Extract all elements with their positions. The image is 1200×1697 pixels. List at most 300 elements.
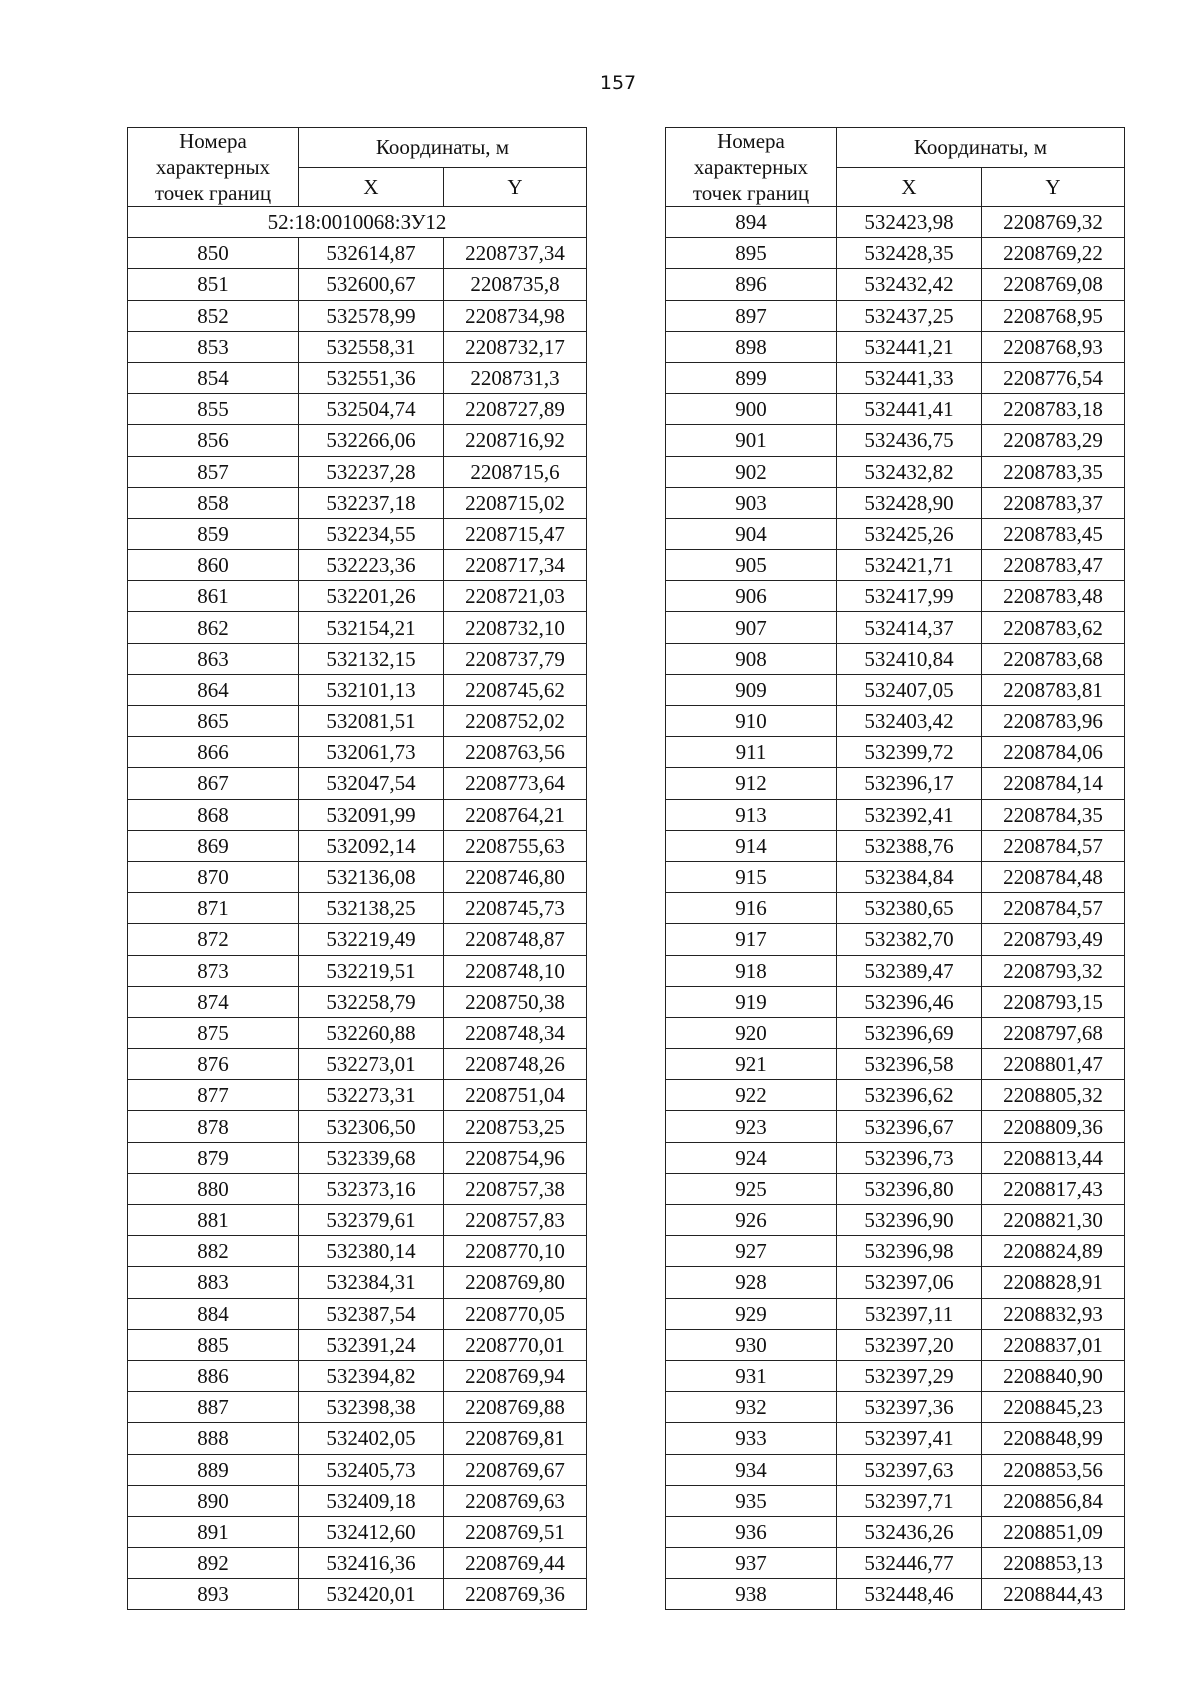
table-row — [128, 924, 587, 955]
y-coordinate-cell: 2208769,80 — [444, 1267, 587, 1298]
header-point-number-line: точек границ — [692, 181, 810, 205]
x-coordinate-cell: 532379,61 — [299, 1205, 444, 1236]
table-row — [128, 1548, 587, 1579]
y-coordinate-cell: 2208848,99 — [982, 1423, 1125, 1454]
y-coordinate-cell: 2208784,57 — [982, 893, 1125, 924]
x-coordinate-cell: 532306,50 — [299, 1111, 444, 1142]
y-coordinate-cell: 2208750,38 — [444, 986, 587, 1017]
point-number-cell: 882 — [128, 1236, 299, 1267]
y-coordinate-cell: 2208783,81 — [982, 674, 1125, 705]
point-number-cell: 931 — [666, 1360, 837, 1391]
y-coordinate-cell: 2208784,14 — [982, 768, 1125, 799]
y-coordinate-cell: 2208757,83 — [444, 1205, 587, 1236]
y-coordinate-cell: 2208757,38 — [444, 1173, 587, 1204]
table-row — [666, 518, 1125, 549]
x-coordinate-cell: 532260,88 — [299, 1017, 444, 1048]
table-row — [666, 924, 1125, 955]
point-number-cell: 869 — [128, 830, 299, 861]
x-coordinate-cell: 532389,47 — [837, 955, 982, 986]
point-number-cell: 895 — [666, 238, 837, 269]
y-coordinate-cell: 2208783,18 — [982, 394, 1125, 425]
x-coordinate-cell: 532382,70 — [837, 924, 982, 955]
table-row — [666, 1392, 1125, 1423]
point-number-cell: 884 — [128, 1298, 299, 1329]
y-coordinate-cell: 2208715,47 — [444, 518, 587, 549]
x-coordinate-cell: 532416,36 — [299, 1548, 444, 1579]
table-row — [128, 1111, 587, 1142]
x-coordinate-cell: 532504,74 — [299, 394, 444, 425]
header-point-number-line: Номера — [179, 129, 247, 153]
point-number-cell: 922 — [666, 1080, 837, 1111]
header-y: Y — [982, 167, 1125, 207]
y-coordinate-cell: 2208717,34 — [444, 550, 587, 581]
x-coordinate-cell: 532600,67 — [299, 269, 444, 300]
x-coordinate-cell: 532428,90 — [837, 487, 982, 518]
x-coordinate-cell: 532373,16 — [299, 1173, 444, 1204]
point-number-cell: 914 — [666, 830, 837, 861]
point-number-cell: 905 — [666, 550, 837, 581]
x-coordinate-cell: 532414,37 — [837, 612, 982, 643]
y-coordinate-cell: 2208748,10 — [444, 955, 587, 986]
table-row — [666, 238, 1125, 269]
table-row — [666, 425, 1125, 456]
table-row — [666, 706, 1125, 737]
table-row — [128, 518, 587, 549]
point-number-cell: 911 — [666, 737, 837, 768]
point-number-cell: 877 — [128, 1080, 299, 1111]
x-coordinate-cell: 532391,24 — [299, 1329, 444, 1360]
point-number-cell: 904 — [666, 518, 837, 549]
y-coordinate-cell: 2208784,48 — [982, 861, 1125, 892]
point-number-cell: 867 — [128, 768, 299, 799]
x-coordinate-cell: 532092,14 — [299, 830, 444, 861]
y-coordinate-cell: 2208770,01 — [444, 1329, 587, 1360]
header-point-number — [666, 128, 837, 207]
x-coordinate-cell: 532396,17 — [837, 768, 982, 799]
table-row — [666, 207, 1125, 238]
x-coordinate-cell: 532396,62 — [837, 1080, 982, 1111]
y-coordinate-cell: 2208764,21 — [444, 799, 587, 830]
point-number-cell: 909 — [666, 674, 837, 705]
y-coordinate-cell: 2208776,54 — [982, 362, 1125, 393]
y-coordinate-cell: 2208748,87 — [444, 924, 587, 955]
table-row — [128, 1017, 587, 1048]
y-coordinate-cell: 2208734,98 — [444, 300, 587, 331]
y-coordinate-cell: 2208769,22 — [982, 238, 1125, 269]
y-coordinate-cell: 2208840,90 — [982, 1360, 1125, 1391]
table-row — [666, 1485, 1125, 1516]
x-coordinate-cell: 532388,76 — [837, 830, 982, 861]
y-coordinate-cell: 2208793,49 — [982, 924, 1125, 955]
y-coordinate-cell: 2208746,80 — [444, 861, 587, 892]
table-row — [128, 612, 587, 643]
point-number-cell: 896 — [666, 269, 837, 300]
table-row — [666, 1080, 1125, 1111]
table-row — [666, 1173, 1125, 1204]
point-number-cell: 857 — [128, 456, 299, 487]
point-number-cell: 907 — [666, 612, 837, 643]
table-row — [666, 986, 1125, 1017]
header-x: X — [299, 167, 444, 207]
y-coordinate-cell: 2208783,37 — [982, 487, 1125, 518]
point-number-cell: 898 — [666, 331, 837, 362]
table-row — [666, 1548, 1125, 1579]
point-number-cell: 886 — [128, 1360, 299, 1391]
table-row — [128, 861, 587, 892]
point-number-cell: 925 — [666, 1173, 837, 1204]
table-row — [128, 1516, 587, 1547]
y-coordinate-cell: 2208783,62 — [982, 612, 1125, 643]
y-coordinate-cell: 2208737,34 — [444, 238, 587, 269]
point-number-cell: 880 — [128, 1173, 299, 1204]
y-coordinate-cell: 2208732,10 — [444, 612, 587, 643]
y-coordinate-cell: 2208768,95 — [982, 300, 1125, 331]
coordinates-table-right — [665, 127, 1125, 1610]
y-coordinate-cell: 2208770,05 — [444, 1298, 587, 1329]
y-coordinate-cell: 2208824,89 — [982, 1236, 1125, 1267]
y-coordinate-cell: 2208768,93 — [982, 331, 1125, 362]
x-coordinate-cell: 532138,25 — [299, 893, 444, 924]
x-coordinate-cell: 532396,80 — [837, 1173, 982, 1204]
y-coordinate-cell: 2208769,88 — [444, 1392, 587, 1423]
header-point-number — [128, 128, 299, 207]
point-number-cell: 858 — [128, 487, 299, 518]
x-coordinate-cell: 532399,72 — [837, 737, 982, 768]
table-row — [666, 955, 1125, 986]
table-row — [666, 1236, 1125, 1267]
table-row — [128, 362, 587, 393]
y-coordinate-cell: 2208783,68 — [982, 643, 1125, 674]
x-coordinate-cell: 532266,06 — [299, 425, 444, 456]
right-table-body — [666, 207, 1125, 1610]
point-number-cell: 897 — [666, 300, 837, 331]
x-coordinate-cell: 532396,46 — [837, 986, 982, 1017]
x-coordinate-cell: 532396,98 — [837, 1236, 982, 1267]
x-coordinate-cell: 532578,99 — [299, 300, 444, 331]
point-number-cell: 908 — [666, 643, 837, 674]
x-coordinate-cell: 532436,75 — [837, 425, 982, 456]
table-row — [128, 550, 587, 581]
y-coordinate-cell: 2208784,35 — [982, 799, 1125, 830]
table-row — [666, 643, 1125, 674]
table-row — [666, 269, 1125, 300]
point-number-cell: 936 — [666, 1516, 837, 1547]
point-number-cell: 899 — [666, 362, 837, 393]
table-row — [128, 1485, 587, 1516]
header-coordinates: Координаты, м — [299, 128, 587, 168]
y-coordinate-cell: 2208735,8 — [444, 269, 587, 300]
point-number-cell: 937 — [666, 1548, 837, 1579]
x-coordinate-cell: 532403,42 — [837, 706, 982, 737]
point-number-cell: 932 — [666, 1392, 837, 1423]
y-coordinate-cell: 2208845,23 — [982, 1392, 1125, 1423]
point-number-cell: 870 — [128, 861, 299, 892]
x-coordinate-cell: 532258,79 — [299, 986, 444, 1017]
header-point-number-line: характерных — [693, 155, 809, 179]
table-row — [666, 861, 1125, 892]
point-number-cell: 910 — [666, 706, 837, 737]
y-coordinate-cell: 2208769,67 — [444, 1454, 587, 1485]
point-number-cell: 933 — [666, 1423, 837, 1454]
table-row — [666, 1142, 1125, 1173]
x-coordinate-cell: 532101,13 — [299, 674, 444, 705]
table-row — [666, 1579, 1125, 1610]
table-row — [128, 1236, 587, 1267]
table-row — [666, 1360, 1125, 1391]
x-coordinate-cell: 532437,25 — [837, 300, 982, 331]
point-number-cell: 887 — [128, 1392, 299, 1423]
y-coordinate-cell: 2208769,51 — [444, 1516, 587, 1547]
y-coordinate-cell: 2208755,63 — [444, 830, 587, 861]
x-coordinate-cell: 532061,73 — [299, 737, 444, 768]
x-coordinate-cell: 532441,33 — [837, 362, 982, 393]
x-coordinate-cell: 532201,26 — [299, 581, 444, 612]
y-coordinate-cell: 2208797,68 — [982, 1017, 1125, 1048]
x-coordinate-cell: 532394,82 — [299, 1360, 444, 1391]
y-coordinate-cell: 2208851,09 — [982, 1516, 1125, 1547]
point-number-cell: 875 — [128, 1017, 299, 1048]
point-number-cell: 862 — [128, 612, 299, 643]
y-coordinate-cell: 2208753,25 — [444, 1111, 587, 1142]
y-coordinate-cell: 2208770,10 — [444, 1236, 587, 1267]
y-coordinate-cell: 2208737,79 — [444, 643, 587, 674]
x-coordinate-cell: 532219,51 — [299, 955, 444, 986]
x-coordinate-cell: 532397,29 — [837, 1360, 982, 1391]
table-row — [666, 487, 1125, 518]
y-coordinate-cell: 2208832,93 — [982, 1298, 1125, 1329]
point-number-cell: 913 — [666, 799, 837, 830]
y-coordinate-cell: 2208783,29 — [982, 425, 1125, 456]
table-row — [666, 331, 1125, 362]
table-row — [128, 643, 587, 674]
y-coordinate-cell: 2208748,34 — [444, 1017, 587, 1048]
point-number-cell: 921 — [666, 1049, 837, 1080]
point-number-cell: 917 — [666, 924, 837, 955]
header-point-number-line: точек границ — [154, 181, 272, 205]
header-x: X — [837, 167, 982, 207]
point-number-cell: 906 — [666, 581, 837, 612]
table-row — [128, 269, 587, 300]
y-coordinate-cell: 2208769,08 — [982, 269, 1125, 300]
y-coordinate-cell: 2208783,45 — [982, 518, 1125, 549]
x-coordinate-cell: 532446,77 — [837, 1548, 982, 1579]
table-row — [666, 1423, 1125, 1454]
table-row — [666, 1205, 1125, 1236]
table-row — [666, 1267, 1125, 1298]
x-coordinate-cell: 532432,82 — [837, 456, 982, 487]
table-row — [128, 487, 587, 518]
point-number-cell: 863 — [128, 643, 299, 674]
table-row — [666, 1049, 1125, 1080]
table-row — [666, 737, 1125, 768]
point-number-cell: 891 — [128, 1516, 299, 1547]
point-number-cell: 850 — [128, 238, 299, 269]
table-row — [128, 1423, 587, 1454]
x-coordinate-cell: 532397,20 — [837, 1329, 982, 1360]
y-coordinate-cell: 2208853,56 — [982, 1454, 1125, 1485]
x-coordinate-cell: 532397,36 — [837, 1392, 982, 1423]
y-coordinate-cell: 2208783,47 — [982, 550, 1125, 581]
y-coordinate-cell: 2208821,30 — [982, 1205, 1125, 1236]
point-number-cell: 918 — [666, 955, 837, 986]
table-row — [128, 331, 587, 362]
point-number-cell: 892 — [128, 1548, 299, 1579]
x-coordinate-cell: 532441,41 — [837, 394, 982, 425]
table-row — [128, 1329, 587, 1360]
x-coordinate-cell: 532448,46 — [837, 1579, 982, 1610]
y-coordinate-cell: 2208784,06 — [982, 737, 1125, 768]
table-row — [666, 1017, 1125, 1048]
point-number-cell: 902 — [666, 456, 837, 487]
y-coordinate-cell: 2208715,6 — [444, 456, 587, 487]
table-row — [666, 1111, 1125, 1142]
point-number-cell: 878 — [128, 1111, 299, 1142]
x-coordinate-cell: 532397,41 — [837, 1423, 982, 1454]
table-row — [666, 456, 1125, 487]
y-coordinate-cell: 2208745,62 — [444, 674, 587, 705]
table-row — [128, 1298, 587, 1329]
table-row — [128, 674, 587, 705]
point-number-cell: 901 — [666, 425, 837, 456]
y-coordinate-cell: 2208813,44 — [982, 1142, 1125, 1173]
x-coordinate-cell: 532154,21 — [299, 612, 444, 643]
x-coordinate-cell: 532396,69 — [837, 1017, 982, 1048]
point-number-cell: 938 — [666, 1579, 837, 1610]
y-coordinate-cell: 2208784,57 — [982, 830, 1125, 861]
table-row — [666, 1329, 1125, 1360]
point-number-cell: 890 — [128, 1485, 299, 1516]
x-coordinate-cell: 532273,01 — [299, 1049, 444, 1080]
table-row — [128, 1049, 587, 1080]
x-coordinate-cell: 532339,68 — [299, 1142, 444, 1173]
table-row — [128, 1205, 587, 1236]
y-coordinate-cell: 2208853,13 — [982, 1548, 1125, 1579]
x-coordinate-cell: 532551,36 — [299, 362, 444, 393]
x-coordinate-cell: 532407,05 — [837, 674, 982, 705]
y-coordinate-cell: 2208769,44 — [444, 1548, 587, 1579]
point-number-cell: 873 — [128, 955, 299, 986]
header-point-number-line: Номера — [717, 129, 785, 153]
table-row — [128, 425, 587, 456]
table-row — [128, 581, 587, 612]
table-row — [666, 893, 1125, 924]
table-row — [128, 300, 587, 331]
y-coordinate-cell: 2208716,92 — [444, 425, 587, 456]
table-row — [128, 1579, 587, 1610]
table-row — [128, 1392, 587, 1423]
point-number-cell: 856 — [128, 425, 299, 456]
table-row — [128, 238, 587, 269]
header-coordinates: Координаты, м — [837, 128, 1125, 168]
table-row — [128, 1080, 587, 1111]
y-coordinate-cell: 2208754,96 — [444, 1142, 587, 1173]
x-coordinate-cell: 532412,60 — [299, 1516, 444, 1547]
x-coordinate-cell: 532047,54 — [299, 768, 444, 799]
x-coordinate-cell: 532219,49 — [299, 924, 444, 955]
table-row — [128, 986, 587, 1017]
y-coordinate-cell: 2208769,32 — [982, 207, 1125, 238]
x-coordinate-cell: 532428,35 — [837, 238, 982, 269]
x-coordinate-cell: 532614,87 — [299, 238, 444, 269]
y-coordinate-cell: 2208805,32 — [982, 1080, 1125, 1111]
x-coordinate-cell: 532273,31 — [299, 1080, 444, 1111]
point-number-cell: 920 — [666, 1017, 837, 1048]
section-label: 52:18:0010068:ЗУ12 — [128, 207, 587, 238]
table-row — [128, 1173, 587, 1204]
x-coordinate-cell: 532081,51 — [299, 706, 444, 737]
x-coordinate-cell: 532237,28 — [299, 456, 444, 487]
x-coordinate-cell: 532396,67 — [837, 1111, 982, 1142]
x-coordinate-cell: 532392,41 — [837, 799, 982, 830]
point-number-cell: 872 — [128, 924, 299, 955]
x-coordinate-cell: 532402,05 — [299, 1423, 444, 1454]
y-coordinate-cell: 2208751,04 — [444, 1080, 587, 1111]
x-coordinate-cell: 532417,99 — [837, 581, 982, 612]
point-number-cell: 916 — [666, 893, 837, 924]
table-row — [666, 1298, 1125, 1329]
table-row — [666, 674, 1125, 705]
table-row — [128, 955, 587, 986]
table-row — [128, 1267, 587, 1298]
page-number: 157 — [599, 72, 637, 94]
point-number-cell: 852 — [128, 300, 299, 331]
point-number-cell: 865 — [128, 706, 299, 737]
x-coordinate-cell: 532380,65 — [837, 893, 982, 924]
y-coordinate-cell: 2208769,36 — [444, 1579, 587, 1610]
table-row — [128, 830, 587, 861]
x-coordinate-cell: 532136,08 — [299, 861, 444, 892]
table-row — [666, 550, 1125, 581]
y-coordinate-cell: 2208732,17 — [444, 331, 587, 362]
point-number-cell: 861 — [128, 581, 299, 612]
table-row — [666, 768, 1125, 799]
point-number-cell: 859 — [128, 518, 299, 549]
x-coordinate-cell: 532397,11 — [837, 1298, 982, 1329]
point-number-cell: 935 — [666, 1485, 837, 1516]
y-coordinate-cell: 2208793,15 — [982, 986, 1125, 1017]
table-row — [666, 799, 1125, 830]
point-number-cell: 860 — [128, 550, 299, 581]
point-number-cell: 888 — [128, 1423, 299, 1454]
y-coordinate-cell: 2208801,47 — [982, 1049, 1125, 1080]
y-coordinate-cell: 2208745,73 — [444, 893, 587, 924]
point-number-cell: 915 — [666, 861, 837, 892]
x-coordinate-cell: 532384,31 — [299, 1267, 444, 1298]
point-number-cell: 927 — [666, 1236, 837, 1267]
point-number-cell: 879 — [128, 1142, 299, 1173]
x-coordinate-cell: 532237,18 — [299, 487, 444, 518]
left-table-body — [128, 238, 587, 1610]
y-coordinate-cell: 2208731,3 — [444, 362, 587, 393]
point-number-cell: 919 — [666, 986, 837, 1017]
table-row — [666, 1454, 1125, 1485]
point-number-cell: 868 — [128, 799, 299, 830]
x-coordinate-cell: 532396,58 — [837, 1049, 982, 1080]
y-coordinate-cell: 2208721,03 — [444, 581, 587, 612]
point-number-cell: 853 — [128, 331, 299, 362]
point-number-cell: 855 — [128, 394, 299, 425]
x-coordinate-cell: 532384,84 — [837, 861, 982, 892]
x-coordinate-cell: 532398,38 — [299, 1392, 444, 1423]
point-number-cell: 928 — [666, 1267, 837, 1298]
header-point-number-line: характерных — [155, 155, 271, 179]
y-coordinate-cell: 2208769,94 — [444, 1360, 587, 1391]
point-number-cell: 874 — [128, 986, 299, 1017]
table-row — [128, 706, 587, 737]
point-number-cell: 929 — [666, 1298, 837, 1329]
y-coordinate-cell: 2208748,26 — [444, 1049, 587, 1080]
y-coordinate-cell: 2208856,84 — [982, 1485, 1125, 1516]
